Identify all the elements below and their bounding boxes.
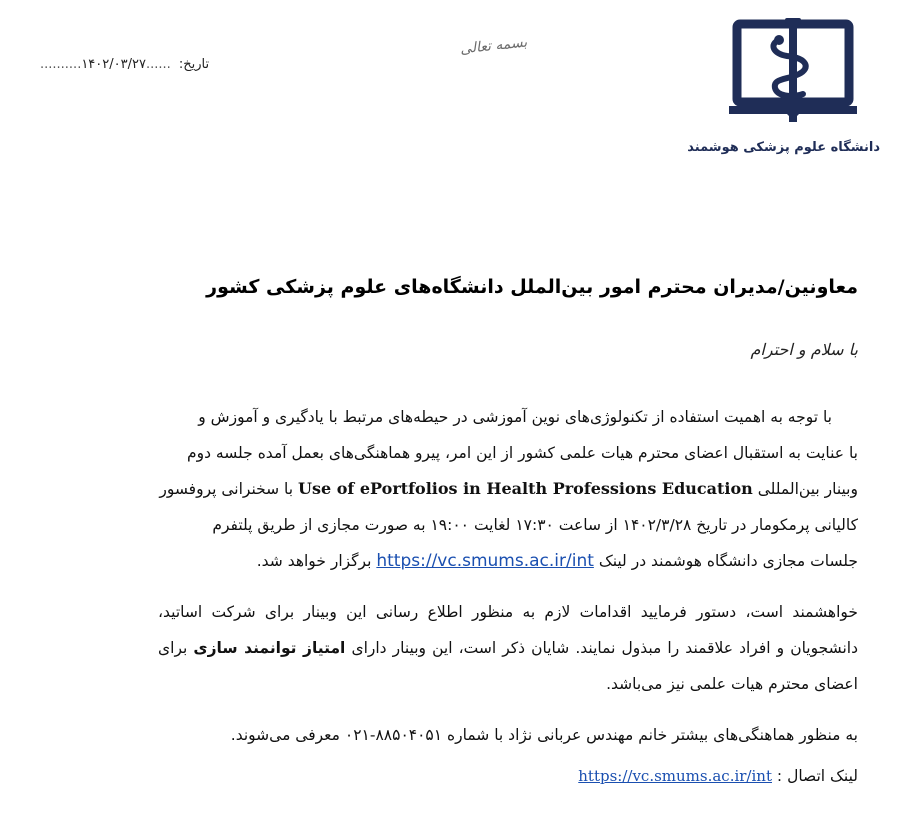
letter-greeting: با سلام و احترام bbox=[750, 340, 858, 359]
empowerment-highlight: امتیاز توانمند سازی bbox=[193, 639, 346, 657]
date-value: ۱۴۰۲/۰۳/۲۷ bbox=[81, 57, 146, 72]
paragraph-webinar-announcement bbox=[158, 399, 858, 579]
connection-link-label: لینک اتصال : bbox=[776, 767, 858, 785]
date-dots-end: .......... bbox=[40, 57, 82, 72]
p1-line1: با توجه به اهمیت استفاده از تکنولوژی‌های نوین آموزشی در حیطه‌های مرتبط با یادگیری و آموزش و bbox=[198, 408, 832, 426]
p1-line4: کالیانی پرمکومار در تاریخ ۱۴۰۲/۳/۲۸ از ساعت ۱۷:۳۰ لغایت ۱۹:۰۰ به صورت مجازی از طریق پلتفرم bbox=[212, 516, 858, 534]
webinar-link[interactable]: https://vc.smums.ac.ir/int bbox=[376, 551, 594, 571]
p1-line5: جلسات مجازی دانشگاه هوشمند در لینک https://vc.smums.ac.ir/int برگزار خواهد شد. bbox=[256, 551, 858, 571]
paragraph-contact: به منظور هماهنگی‌های بیشتر خانم مهندس عربانی نژاد با شماره ۸۸۵۰۴۰۵۱-۰۲۱ معرفی می‌شوند. bbox=[230, 726, 858, 744]
date-label: تاریخ: bbox=[178, 57, 210, 72]
university-logo bbox=[687, 14, 880, 155]
date-dots: ...... bbox=[145, 57, 171, 72]
paragraph-request: خواهشمند است، دستور فرمایید اقدامات لازم به منظور اطلاع رسانی این وبینار برای شرکت اساتید، دانشجویان و افراد علاقمند را مبذول نمایند. شایان ذکر است، این وبینار دارای امتیاز توانمند سازی برای اعضای محترم هیات علمی نیز می‌باشد. bbox=[158, 603, 858, 693]
basmala: بسمه تعالی bbox=[459, 34, 528, 58]
connection-link[interactable]: https://vc.smums.ac.ir/int bbox=[578, 767, 772, 785]
p1-line3: وبینار بین‌المللی Use of ePortfolios in Health Professions Education با سخنرانی پروفسور bbox=[159, 479, 858, 498]
date-field bbox=[40, 57, 209, 72]
letter-addressee: معاونین/مدیران محترم امور بین‌الملل دانشگاه‌های علوم پزشکی کشور bbox=[206, 276, 858, 298]
university-name: دانشگاه علوم پزشکی هوشمند bbox=[687, 140, 880, 155]
logo-emblem-icon bbox=[729, 18, 857, 136]
webinar-title: Use of ePortfolios in Health Professions Education bbox=[298, 479, 753, 498]
connection-link-line bbox=[578, 767, 858, 785]
p1-line2: با عنایت به استقبال اعضای محترم هیات علمی کشور از این امر، پیرو هماهنگی‌های بعمل آمده جلسه دوم bbox=[187, 444, 858, 462]
